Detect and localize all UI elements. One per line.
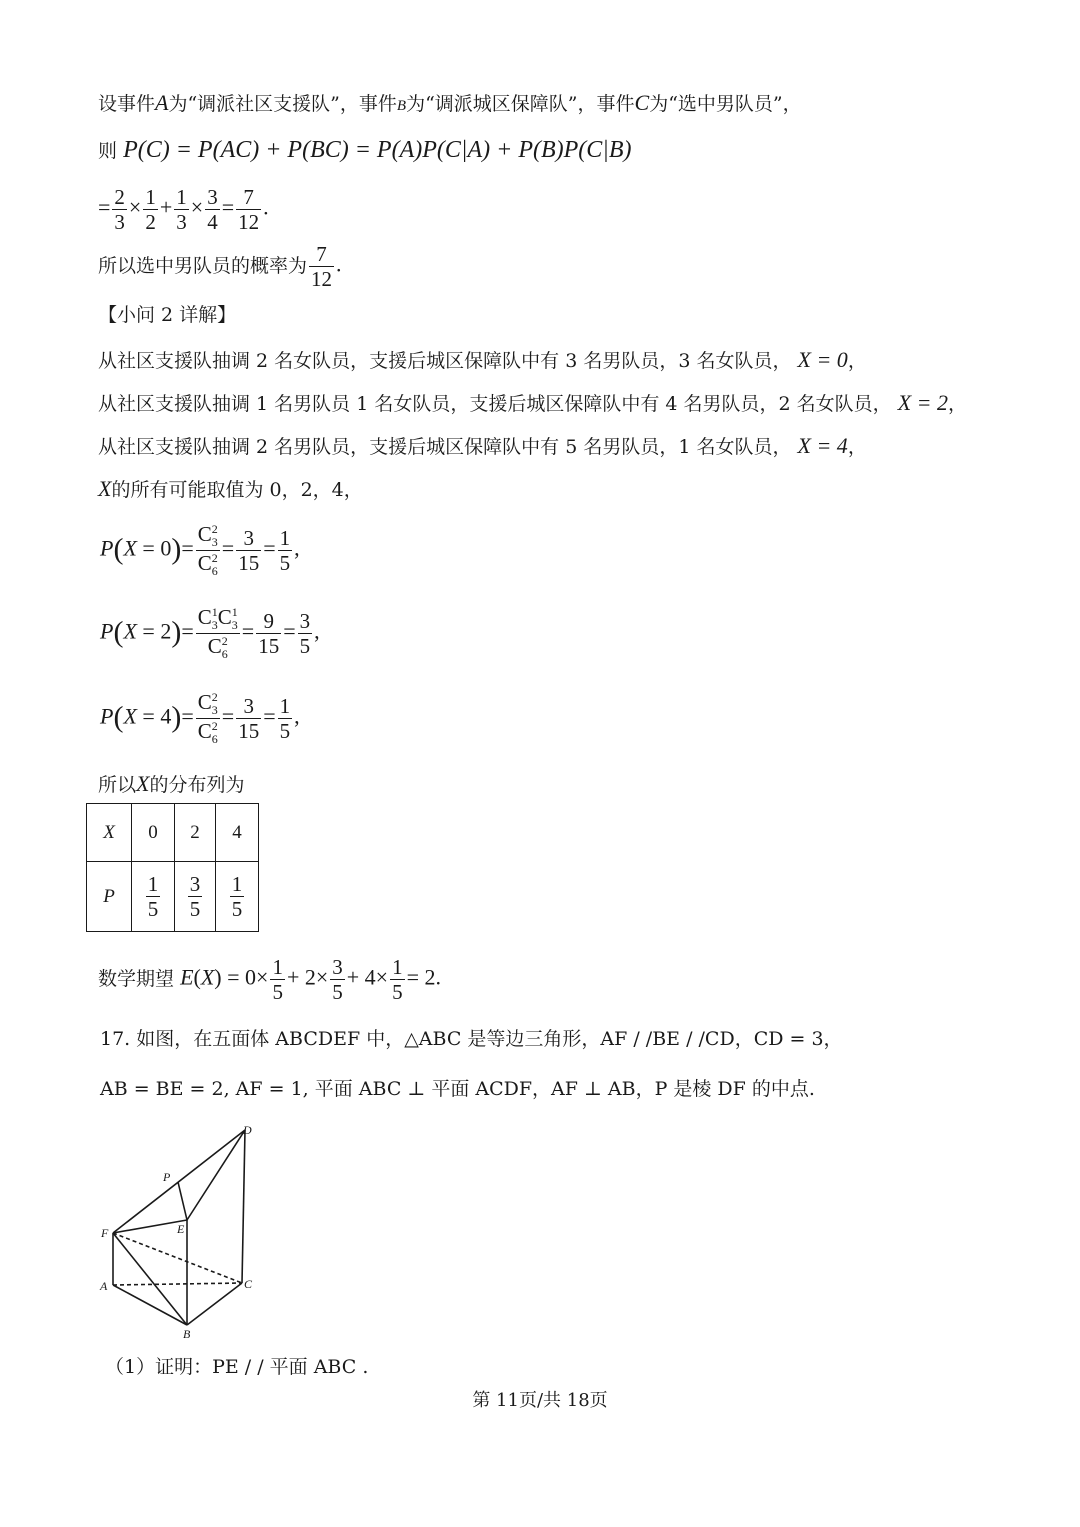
text: 为“调派城区保障队”，事件 [406,93,635,115]
px2-formula: P(X = 2)= $\frac{C_3^1C_3^1}{C_6^2}$ = $\frac{9}{15}$ = $\frac{3}{5}$ , [100,605,320,662]
event-definition-line [98,92,802,114]
table-cell: $\frac{3}{5}$ [175,862,216,932]
text: 数学期望 [98,968,175,991]
table-cell: P [87,862,132,932]
text: 为“选中男队员”， [649,93,802,115]
page-footer: 第 11页/共 18页 [472,1390,608,1411]
dist-intro [98,773,244,795]
var-a: A [155,90,169,115]
table-row [87,804,259,862]
px4-formula: P(X = 4)= $\frac{C_3^2}{C_6^2}$ = $\frac{3}{15}$ = $\frac{1}{5}$ , [100,690,300,747]
text: 从社区支援队抽调 2 名女队员，支援后城区保障队中有 3 名男队员，3 名女队员， [98,350,792,372]
label-c: C [244,1277,253,1291]
problem-17-line1: 17. 如图，在五面体 ABCDEF 中，△ABC 是等边三角形，AF / /BE / /CD，CD = 3， [100,1028,843,1050]
table-cell: 0 [132,804,175,862]
label-f: F [101,1226,109,1240]
eq: X = 0 [797,347,848,372]
var-x: X [136,771,150,796]
var-x: X [98,476,112,501]
eq: X = 4 [797,433,848,458]
text: 的分布列为 [149,774,245,796]
text: 从社区支援队抽调 2 名男队员，支援后城区保障队中有 5 名男队员，1 名女队员， [98,436,792,458]
question-1: （1）证明：PE / / 平面 ABC . [105,1356,369,1378]
total-probability-formula [98,138,632,162]
table-cell: $\frac{1}{5}$ [216,862,259,932]
text: 设事件 [98,93,156,115]
problem-17-line2: AB = BE = 2, AF = 1, 平面 ABC ⊥ 平面 ACDF，AF ⊥ AB，P 是棱 DF 的中点. [100,1078,815,1100]
table-cell: $\frac{1}{5}$ [132,862,175,932]
table-row [87,862,259,932]
text: 所以 [98,774,137,796]
table-cell: X [87,804,132,862]
eq: X = 2 [897,390,948,415]
formula-1: P(C) = P(AC) + P(BC) = P(A)P(C|A) + P(B)P(C|B) [123,137,632,163]
label-p: P [163,1170,171,1184]
conclusion-line: 所以选中男队员的概率为 $\frac{7}{12}$ . [98,242,342,292]
probability-computation: = $\frac{2}{3}$ × $\frac{1}{2}$ + $\frac{1}{3}$ × $\frac{3}{4}$ = $\frac{7}{12}$ . [98,185,269,235]
label-d: D [243,1123,252,1137]
case-x4: 从社区支援队抽调 2 名男队员，支援后城区保障队中有 5 名男队员，1 名女队员， X = 4， [98,433,867,458]
expectation-line: 数学期望 E(X) = 0× $\frac{1}{5}$ + 2× $\frac{3}{5}$ + 4× $\frac{1}{5}$ = 2. [98,955,442,1005]
text: 的所有可能取值为 0，2，4， [111,479,363,501]
text: 从社区支援队抽调 1 名男队员 1 名女队员，支援后城区保障队中有 4 名男队员，2 名女队员， [98,393,892,415]
label-e: E [177,1222,185,1236]
section-heading: 【小问 2 详解】 [98,304,237,326]
table-cell: 4 [216,804,259,862]
px0-formula: P(X = 0)= $\frac{C_3^2}{C_6^2}$ = $\frac{3}{15}$ = $\frac{1}{5}$ , [100,522,300,579]
label-b: B [183,1327,191,1341]
var-c: C [634,90,650,115]
table-cell: 2 [175,804,216,862]
label-a: A [100,1279,108,1293]
x-values [98,478,363,500]
pentahedron-figure [95,1120,270,1345]
case-x0: 从社区支援队抽调 2 名女队员，支援后城区保障队中有 3 名男队员，3 名女队员， X = 0， [98,347,867,372]
distribution-table [86,803,259,932]
case-x2: 从社区支援队抽调 1 名男队员 1 名女队员，支援后城区保障队中有 4 名男队员，2 名女队员， X = 2， [98,390,967,415]
text: 所以选中男队员的概率为 [98,255,308,278]
var-b: B [396,98,407,114]
text: 则 [98,140,118,162]
text: 为“调派社区支援队”，事件 [168,93,397,115]
